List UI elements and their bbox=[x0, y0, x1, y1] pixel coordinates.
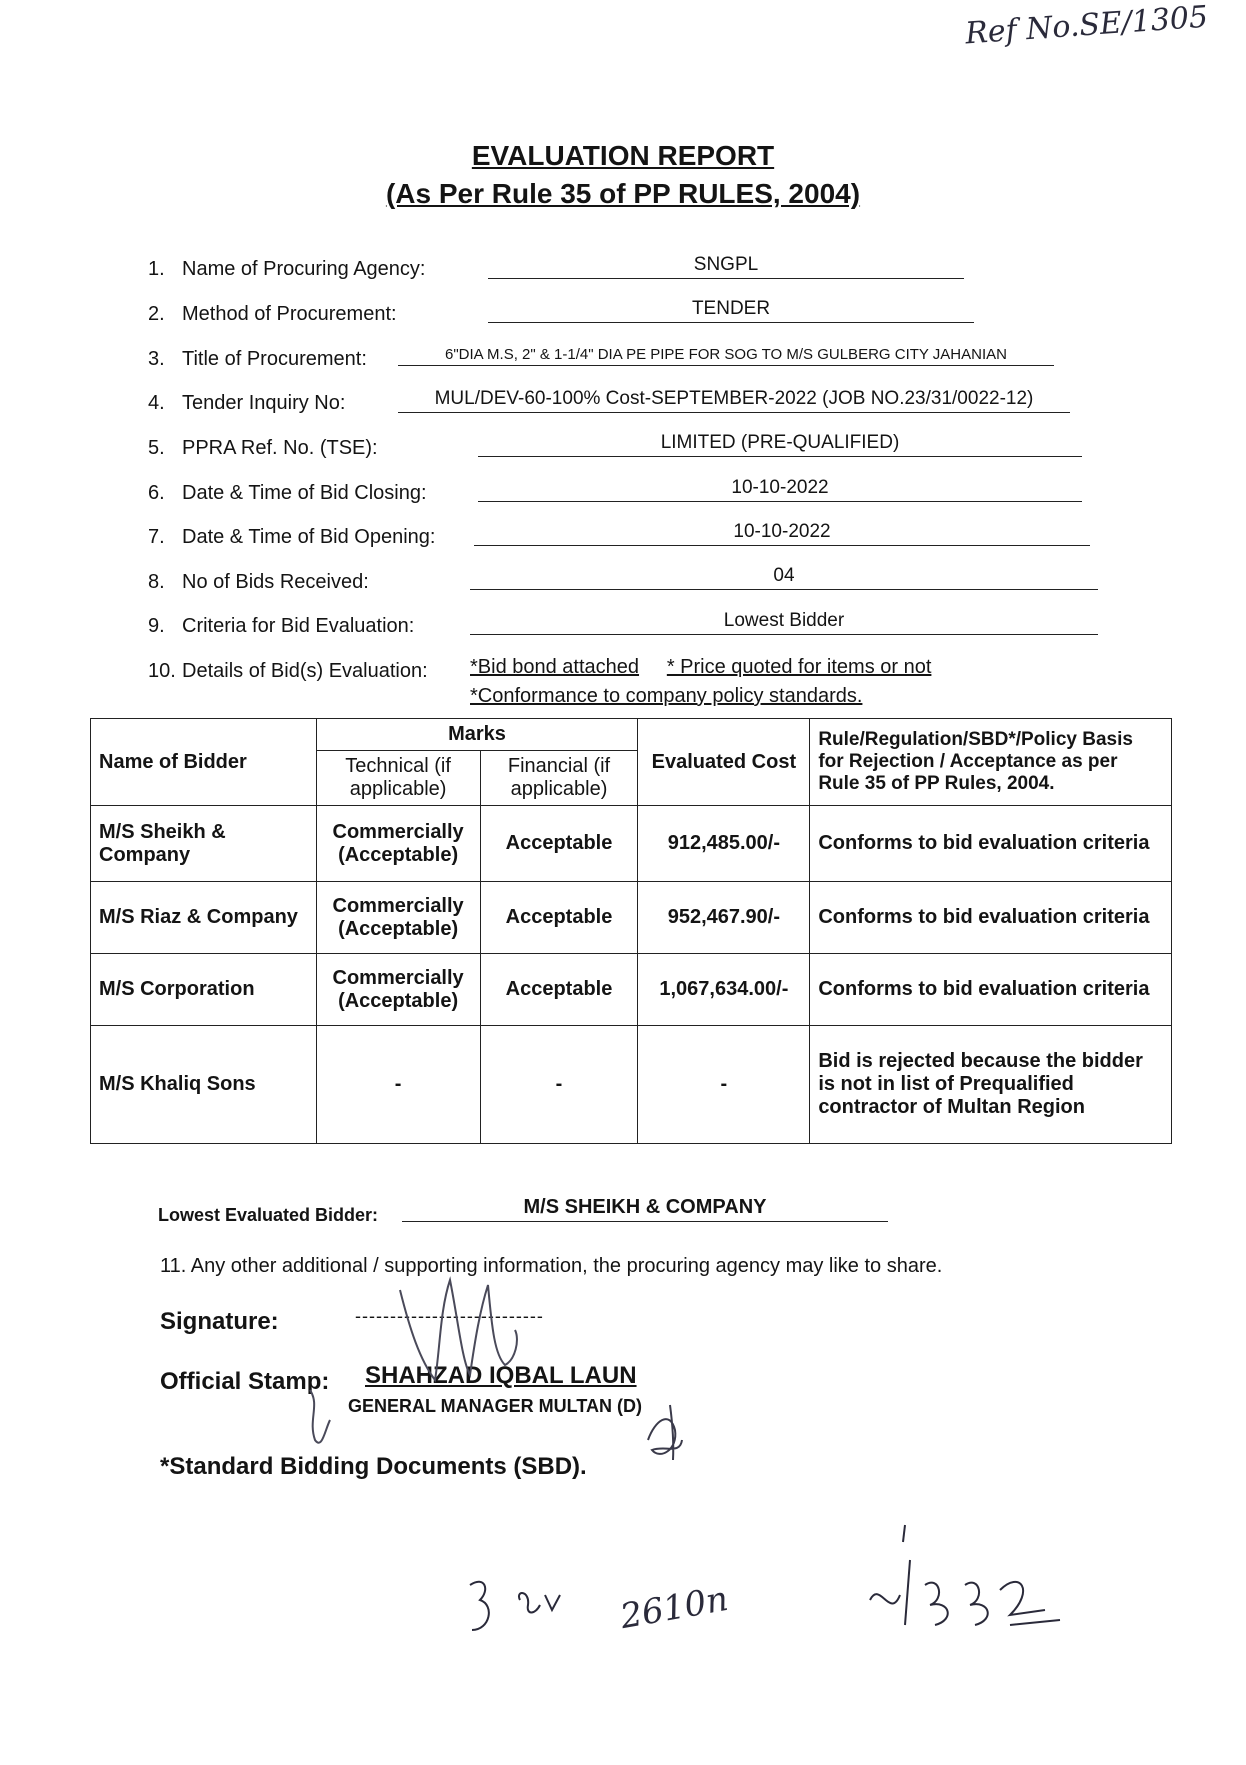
field-number: 8. bbox=[148, 571, 165, 593]
cell-technical: Commercially (Acceptable) bbox=[316, 954, 480, 1026]
cell-basis: Conforms to bid evaluation criteria bbox=[810, 806, 1172, 882]
handwritten-bottom-note: 2610n bbox=[617, 1578, 732, 1638]
field-bid-closing bbox=[148, 482, 427, 505]
lowest-bidder-value: M/S SHEIKH & COMPANY bbox=[402, 1196, 888, 1222]
field-bid-evaluation-details bbox=[148, 660, 428, 683]
bottom-scribble-left bbox=[460, 1560, 580, 1650]
cell-evaluated-cost: - bbox=[638, 1026, 810, 1144]
lowest-bidder-label: Lowest Evaluated Bidder: bbox=[158, 1205, 379, 1225]
stamp-officer-name: SHAHZAD IQBAL LAUN bbox=[365, 1362, 637, 1389]
field-label: Details of Bid(s) Evaluation: bbox=[182, 660, 428, 682]
field-value-bid-opening: 10-10-2022 bbox=[474, 521, 1090, 546]
header-technical: Technical (if applicable) bbox=[316, 751, 480, 806]
field-label: Name of Procuring Agency: bbox=[182, 258, 426, 280]
sbd-footnote: *Standard Bidding Documents (SBD). bbox=[160, 1453, 587, 1480]
signature-label: Signature: bbox=[160, 1308, 279, 1335]
signature-scribble bbox=[380, 1270, 530, 1390]
criterion-price-quoted: * Price quoted for items or not bbox=[666, 656, 932, 678]
table-header-row bbox=[91, 719, 1172, 751]
cell-technical: Commercially (Acceptable) bbox=[316, 806, 480, 882]
report-subtitle: (As Per Rule 35 of PP RULES, 2004) bbox=[385, 178, 861, 209]
report-title: EVALUATION REPORT bbox=[471, 140, 775, 171]
field-label: Date & Time of Bid Closing: bbox=[182, 482, 427, 504]
cell-evaluated-cost: 912,485.00/- bbox=[638, 806, 810, 882]
table-row bbox=[91, 806, 1172, 882]
field-value-criteria: Lowest Bidder bbox=[470, 610, 1098, 635]
cell-evaluated-cost: 1,067,634.00/- bbox=[638, 954, 810, 1026]
cell-financial: Acceptable bbox=[480, 806, 638, 882]
cell-basis: Bid is rejected because the bidder is not in list of Prequalified contractor of Multan Region bbox=[810, 1026, 1172, 1144]
field-value-title: 6"DIA M.S, 2" & 1-1/4" DIA PE PIPE FOR SOG TO M/S GULBERG CITY JAHANIAN bbox=[398, 346, 1054, 366]
field-number: 6. bbox=[148, 482, 165, 504]
field-number: 7. bbox=[148, 526, 165, 548]
cell-financial: Acceptable bbox=[480, 954, 638, 1026]
field-number: 4. bbox=[148, 392, 165, 414]
field-label: Date & Time of Bid Opening: bbox=[182, 526, 436, 548]
header-marks: Marks bbox=[316, 719, 638, 751]
cell-bidder-name: M/S Sheikh & Company bbox=[91, 806, 317, 882]
field-bids-received bbox=[148, 571, 369, 594]
field-label: Method of Procurement: bbox=[182, 303, 397, 325]
cell-financial: - bbox=[480, 1026, 638, 1144]
bid-evaluation-table bbox=[90, 718, 1172, 1144]
stamp-officer-title: GENERAL MANAGER MULTAN (D) bbox=[348, 1396, 642, 1416]
table-row bbox=[91, 1026, 1172, 1144]
field-label: Tender Inquiry No: bbox=[182, 392, 346, 414]
header-basis: Rule/Regulation/SBD*/Policy Basis for Rejection / Acceptance as per Rule 35 of PP Rules, 2004. bbox=[810, 719, 1172, 806]
field-value-procuring-agency: SNGPL bbox=[488, 254, 964, 279]
field-number: 3. bbox=[148, 348, 165, 370]
cell-evaluated-cost: 952,467.90/- bbox=[638, 882, 810, 954]
field-value-bids-received: 04 bbox=[470, 565, 1098, 590]
signature-line: --------------------------- bbox=[355, 1306, 544, 1326]
criterion-conformance: *Conformance to company policy standards. bbox=[470, 685, 863, 707]
field-label: No of Bids Received: bbox=[182, 571, 369, 593]
cell-basis: Conforms to bid evaluation criteria bbox=[810, 954, 1172, 1026]
cell-bidder-name: M/S Corporation bbox=[91, 954, 317, 1026]
field-method-procurement bbox=[148, 303, 397, 326]
field-ppra-ref bbox=[148, 437, 378, 460]
bottom-scribble-right bbox=[860, 1540, 1080, 1650]
header-bidder-name: Name of Bidder bbox=[91, 719, 317, 806]
header-financial: Financial (if applicable) bbox=[480, 751, 638, 806]
additional-info-note: 11. Any other additional / supporting information, the procuring agency may like to share. bbox=[160, 1255, 943, 1277]
field-value-bid-closing: 10-10-2022 bbox=[478, 477, 1082, 502]
evaluation-criteria-line1 bbox=[470, 656, 931, 679]
field-bid-opening bbox=[148, 526, 435, 549]
field-number: 2. bbox=[148, 303, 165, 325]
initials-scribble bbox=[300, 1380, 340, 1460]
field-value-tender-inquiry: MUL/DEV-60-100% Cost-SEPTEMBER-2022 (JOB NO.23/31/0022-12) bbox=[398, 388, 1070, 413]
official-stamp-label: Official Stamp: bbox=[160, 1368, 330, 1395]
field-label: Criteria for Bid Evaluation: bbox=[182, 615, 415, 637]
field-number: 9. bbox=[148, 615, 165, 637]
cell-basis: Conforms to bid evaluation criteria bbox=[810, 882, 1172, 954]
table-row bbox=[91, 882, 1172, 954]
cell-bidder-name: M/S Khaliq Sons bbox=[91, 1026, 317, 1144]
field-number: 10. bbox=[148, 660, 176, 682]
field-title-procurement bbox=[148, 348, 367, 371]
cell-technical: - bbox=[316, 1026, 480, 1144]
table-row bbox=[91, 954, 1172, 1026]
field-label: Title of Procurement: bbox=[182, 348, 367, 370]
tick-mark bbox=[895, 1520, 915, 1550]
field-label: PPRA Ref. No. (TSE): bbox=[182, 437, 378, 459]
evaluation-criteria-line2 bbox=[470, 685, 862, 708]
initials-scribble-right bbox=[640, 1400, 690, 1470]
cell-bidder-name: M/S Riaz & Company bbox=[91, 882, 317, 954]
cell-technical: Commercially (Acceptable) bbox=[316, 882, 480, 954]
field-number: 1. bbox=[148, 258, 165, 280]
field-value-ppra-ref: LIMITED (PRE-QUALIFIED) bbox=[478, 432, 1082, 457]
cell-financial: Acceptable bbox=[480, 882, 638, 954]
field-criteria bbox=[148, 615, 414, 638]
header-evaluated-cost: Evaluated Cost bbox=[638, 719, 810, 806]
handwritten-ref-note: Ref No.SE/1305 bbox=[964, 0, 1210, 52]
criterion-bid-bond: *Bid bond attached bbox=[470, 656, 640, 678]
field-tender-inquiry bbox=[148, 392, 345, 415]
field-value-method: TENDER bbox=[488, 298, 974, 323]
field-number: 5. bbox=[148, 437, 165, 459]
field-procuring-agency bbox=[148, 258, 425, 281]
